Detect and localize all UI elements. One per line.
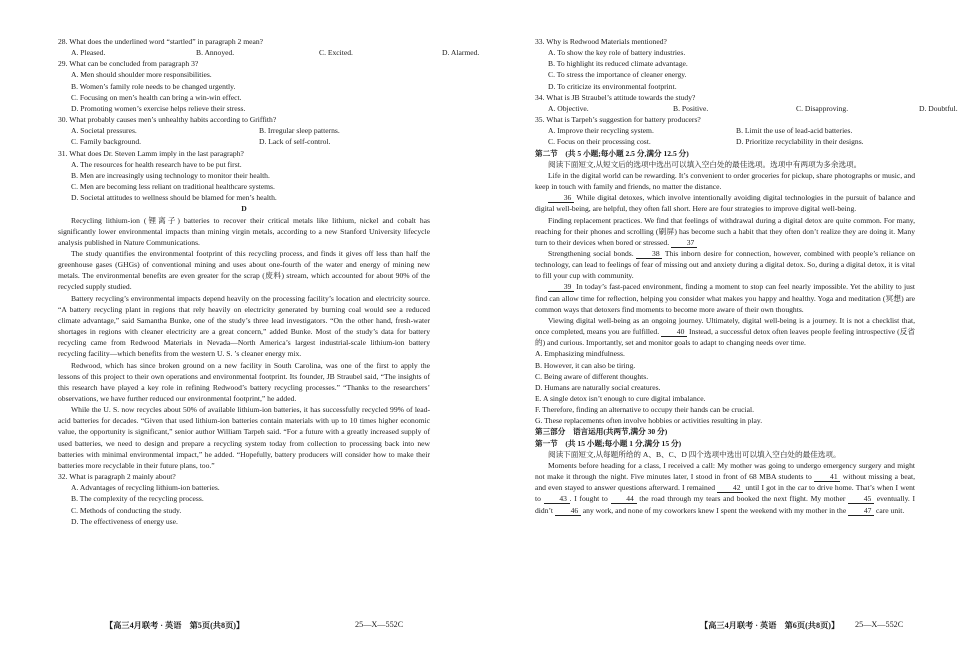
paragraph-text: . I fought to xyxy=(569,494,611,504)
passage-paragraph: The study quantifies the environmental footprint of this recycling process, and finds it gives off less than half the greenhouse gases (GHGs) of conventional mining and uses about one-fourth of the water and energy of mining new metals. The environmental benefits are even greater for the scrap (废料) stream, which accounted for about 90% of the recycled supply studied. xyxy=(58,248,430,292)
question-stem: 32. What is paragraph 2 mainly about? xyxy=(58,472,176,482)
answer-option: B. Irregular sleep patterns. xyxy=(259,126,340,136)
answer-blank: 41 xyxy=(814,472,840,482)
answer-option: A. Advantages of recycling lithium-ion batteries. xyxy=(71,483,220,493)
answer-option: B. Positive. xyxy=(673,103,709,113)
passage-paragraph xyxy=(535,192,915,214)
question-stem: 28. What does the underlined word “startled” in paragraph 2 mean? xyxy=(58,37,264,46)
question-stem: 30. What probably causes men’s unhealthy habits according to Griffith? xyxy=(58,115,277,125)
answer-option: A. Improve their recycling system. xyxy=(548,126,654,136)
page-6-code: 25—X—552C xyxy=(855,620,904,629)
answer-option: A. Emphasizing mindfulness. xyxy=(535,349,625,359)
question-stem: 29. What can be concluded from paragraph 3? xyxy=(58,59,199,69)
paragraph-text: Moments before heading for a class, I received a call: My mother was going to undergo emergency surgery and might not make it through the night. Five minutes later, I stood in front of 68 MBA students to xyxy=(535,460,915,482)
passage-heading: D xyxy=(241,204,247,214)
option-row xyxy=(535,136,915,147)
passage-paragraph xyxy=(535,281,915,314)
answer-option: B. The complexity of the recycling process. xyxy=(71,494,204,504)
answer-blank: 44 xyxy=(611,494,637,504)
answer-blank: 39 xyxy=(548,282,574,292)
answer-option: E. A single detox isn’t enough to cure digital imbalance. xyxy=(535,394,706,403)
paragraph-text: In today’s fast-paced environment, finding a moment to stop can feel nearly impossible. Yet the ability to just find can allow time for reflection, helping you consider what makes you happy and healthy. Yoga and meditation (冥想) are common ways that detoxers find moments to become more aware of their own thoughts. xyxy=(535,282,915,314)
answer-option: D. Humans are naturally social creatures. xyxy=(535,382,661,392)
answer-option: A. To show the key role of battery industries. xyxy=(548,48,686,58)
answer-option: B. Women’s family role needs to be changed urgently. xyxy=(71,81,236,91)
option-row xyxy=(535,125,915,136)
answer-option: D. Societal attitudes to wellness should be blamed for men’s health. xyxy=(71,193,277,203)
option-row xyxy=(58,136,430,147)
passage-paragraph xyxy=(535,315,915,348)
exam-page-6 xyxy=(475,0,958,672)
answer-option: D. To criticize its environmental footprint. xyxy=(548,81,677,91)
passage-paragraph: 阅读下面短文,从短文后的选项中选出可以填入空白处的最佳选项。选项中有两项为多余选项。 xyxy=(548,159,862,169)
passage-paragraph xyxy=(535,460,915,516)
answer-option: A. The resources for health research have to be put first. xyxy=(71,159,242,169)
passage-paragraph: Battery recycling’s environmental impacts depend heavily on the processing facility’s location and electricity source. “A battery recycling plant in regions that rely heavily on electricity generated by burning coal would see a reduced climate advantage,” said Samantha Bunke, one of the study’s three lead investigators. “On the other hand, fresh-water shortages in regions with cleaner electricity are a great concern,” added Bunke. Most of the study’s data for battery recycling came from Redwood Materials in Nevada—North America’s largest industrial-scale lithium-ion battery recycling facility—which benefits from the western U. S. ’s cleaner energy mix. xyxy=(58,293,430,359)
paragraph-text: until I got in the car to drive home. That’s when I went to xyxy=(535,483,915,504)
answer-option: C. Disapproving. xyxy=(796,103,849,113)
answer-option: A. Men should shoulder more responsibilities. xyxy=(71,70,212,80)
answer-option: G. These replacements often involve hobbies or activities resulting in play. xyxy=(535,416,763,426)
answer-option: C. To stress the importance of cleaner energy. xyxy=(548,70,687,80)
option-row xyxy=(58,47,480,58)
answer-option: B. However, it can also be tiring. xyxy=(535,360,636,370)
section-heading: 第一节 (共 15 小题;每小题 1 分,满分 15 分) xyxy=(535,438,682,448)
answer-option: D. The effectiveness of energy use. xyxy=(71,516,178,526)
answer-option: C. Focus on their processing cost. xyxy=(548,137,651,147)
question-stem: 34. What is JB Straubel’s attitude towards the study? xyxy=(535,92,696,102)
answer-option: C. Focusing on men’s health can bring a win-win effect. xyxy=(71,92,242,102)
answer-blank: 37 xyxy=(671,238,697,248)
answer-blank: 46 xyxy=(555,506,581,516)
answer-option: C. Being aware of different thoughts. xyxy=(535,371,649,381)
question-stem: 33. Why is Redwood Materials mentioned? xyxy=(535,37,667,46)
page-6-footer: 【高三4月联考 · 英语 第6页(共8页)】 xyxy=(700,621,840,630)
answer-option: B. Annoyed. xyxy=(196,48,235,58)
paragraph-text: care unit. xyxy=(874,505,905,515)
answer-blank: 47 xyxy=(848,506,874,516)
section-heading: 第三部分 语言运用(共两节,满分 30 分) xyxy=(535,427,668,437)
answer-option: C. Family background. xyxy=(71,137,142,147)
answer-option: F. Therefore, finding an alternative to occupy their hands can be crucial. xyxy=(535,405,754,415)
paragraph-text: This inborn desire for connection, however, combined with people’s reliance on technology, can lead to feelings of fear of missing out and anxiety during a digital detox. So, during a digital detox, it is vital to fill your cup with community. xyxy=(535,248,915,281)
question-stem: 35. What is Tarpeh’s suggestion for battery producers? xyxy=(535,115,701,125)
option-row xyxy=(58,125,430,136)
answer-option: A. Objective. xyxy=(548,103,589,113)
answer-option: B. Men are increasingly using technology to monitor their health. xyxy=(71,170,270,180)
passage-paragraph: Redwood, which has since broken ground on a new facility in South Carolina, was one of the first to apply the lessons of this project to their own operations and environmental footprint. Its founder, JB Straubel said, “The insights of this research have played a key role in refining Redwood’s battery recycling processes.” “Thanks to the researchers’ observations, we have further reduced our environmental footprint,” he added. xyxy=(58,360,430,403)
answer-option: B. Limit the use of lead-acid batteries. xyxy=(736,126,853,136)
passage-paragraph: 阅读下面短文,从每题所给的 A、B、C、D 四个选项中选出可以填入空白处的最佳选项。 xyxy=(548,449,841,459)
answer-option: A. Societal pressures. xyxy=(71,126,137,136)
option-row xyxy=(535,103,958,114)
answer-blank: 43 xyxy=(544,494,570,504)
answer-option: C. Methods of conducting the study. xyxy=(71,505,182,515)
answer-blank: 36 xyxy=(548,193,574,203)
answer-blank: 45 xyxy=(848,494,874,504)
passage-paragraph: Life in the digital world can be rewarding. It’s convenient to order groceries for pickup, share photographs or music, and keep in touch with family and friends, no matter the distance. xyxy=(535,170,915,192)
paragraph-text: the road through my tears and booked the next flight. My mother xyxy=(636,494,849,504)
answer-option: B. To highlight its reduced climate advantage. xyxy=(548,59,688,69)
section-heading: 第二节 (共 5 小题;每小题 2.5 分,满分 12.5 分) xyxy=(535,148,689,158)
paragraph-text: Strengthening social bonds. xyxy=(548,248,637,258)
paragraph-text: While digital detoxes, which involve intentionally avoiding digital technologies in the pursuit of balance and digital well-being, are helpful, they often fall short. Here are four strategies to improve digital well-being. xyxy=(535,193,915,214)
answer-option: D. Doubtful. xyxy=(919,103,958,113)
passage-paragraph: While the U. S. now recycles about 50% of available lithium-ion batteries, it has successfully recycled 99% of lead-acid batteries for decades. “Given that used lithium-ion batteries contain materials with up to 10 times higher economic value, the opportunity is significant,” senior author William Tarpeh said. “For a future with a greatly increased supply of used batteries, we need to design and prepare a recycling system today from collection to processing back into new batteries with minimal environmental impact,” he added. “Hopefully, battery producers will consider how to make their batteries more recyclable in their future plans, too.” xyxy=(58,405,430,470)
answer-option: D. Prioritize recyclability in their designs. xyxy=(736,137,864,147)
answer-option: D. Alarmed. xyxy=(442,48,480,58)
page-5-code: 25—X—552C xyxy=(355,620,404,629)
page-5-footer: 【高三4月联考 · 英语 第5页(共8页)】 xyxy=(105,621,245,630)
question-stem: 31. What does Dr. Steven Lamm imply in the last paragraph? xyxy=(58,148,244,158)
answer-blank: 38 xyxy=(636,249,662,259)
answer-option: D. Promoting women’s exercise helps relieve their stress. xyxy=(71,103,246,113)
paragraph-text: without missing a beat, and even stayed to answer questions afterward. I remained xyxy=(535,472,915,493)
page-5-content xyxy=(58,36,480,527)
paragraph-text: Viewing digital well-being as an ongoing journey. Ultimately, digital well-being is a journey. It is not a checklist that, once completed, means you are fulfilled. xyxy=(535,315,915,337)
answer-blank: 42 xyxy=(717,483,743,493)
answer-option: D. Lack of self-control. xyxy=(259,137,331,147)
paragraph-text: Finding replacement practices. We find that feelings of withdrawal during a digital detox are quite common. For many, reaching for their phones and scrolling (刷屏) has become such a habit that they often don’t realize they are doing it. Many turn to their devices when bored or stressed. xyxy=(535,215,915,247)
passage-paragraph: Recycling lithium-ion (锂离子) batteries to recover their critical metals like lithium, nickel and cobalt has significantly lower environmental impacts than mining virgin metals, according to a new Stanford University lifecycle analysis published in Nature Communications. xyxy=(58,215,430,247)
passage-paragraph xyxy=(535,248,915,281)
paragraph-text: eventually. I didn’t xyxy=(535,494,915,515)
answer-option: A. Pleased. xyxy=(71,48,106,58)
answer-option: C. Men are becoming less reliant on traditional healthcare systems. xyxy=(71,182,275,192)
answer-blank: 40 xyxy=(661,327,687,337)
passage-paragraph xyxy=(535,215,915,248)
paragraph-text: Instead, a successful detox often leaves people feeling introspective (反省的) and curious. Importantly, set and monitor goals to adapt to changing needs over time. xyxy=(535,327,915,348)
answer-option: C. Excited. xyxy=(319,48,353,58)
page-6-content xyxy=(535,36,958,516)
paragraph-text: any work, and none of my coworkers knew I spent the weekend with my mother in the xyxy=(580,505,849,515)
